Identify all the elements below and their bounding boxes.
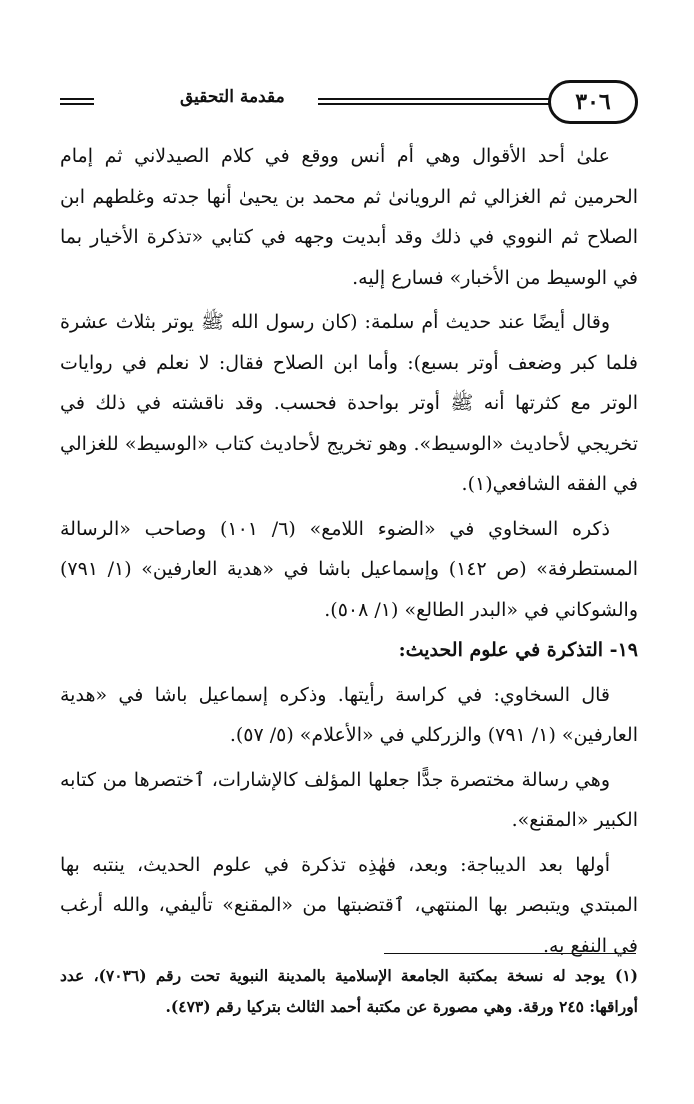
page-number: ٣٠٦ [548, 80, 638, 124]
footnote-marker: (١) [614, 966, 638, 985]
paragraph: أولها بعد الديباجة: وبعد، فهٰذِه تذكرة في علوم الحديث، ينتبه بها المبتدي ويتبصر بها المنتهي، ٱقتضبتها من «المقنع» تأليفي، والله أرغب في النفع به. [60, 853, 638, 957]
footnote-separator [384, 953, 636, 954]
running-title: مقدمة التحقيق [180, 87, 285, 107]
running-header [60, 80, 638, 126]
header-rule-right [318, 98, 580, 105]
footnote [60, 960, 638, 1022]
section-heading: ١٩- التذكرة في علوم الحديث: [398, 639, 638, 661]
footnote-text: يوجد له نسخة بمكتبة الجامعة الإسلامية بالمدينة النبوية تحت رقم (٧٠٣٦)، عدد أوراقها: ٢٤٥ ورقة. وهي مصورة عن مكتبة أحمد الثالث بتركيا رقم (٤٧٣). [60, 966, 638, 1016]
body-text [60, 136, 638, 966]
header-rule-left [60, 98, 94, 105]
paragraph: علىٰ أحد الأقوال وهي أم أنس ووقع في كلام الصيدلاني ثم إمام الحرمين ثم الغزالي ثم الرويانىٰ ثم محمد بن يحيىٰ أنها جدته وغلطهم ابن الصلاح ثم النووي في ذلك وقد أبديت وجهه في كتابي «تذكرة الأخيار بما في الوسيط من الأخبار» فسارع إليه. [60, 145, 638, 289]
paragraph: وهي رسالة مختصرة جدًّا جعلها المؤلف كالإشارات، ٱختصرها من كتابه الكبير «المقنع». [60, 768, 638, 831]
paragraph: وقال أيضًا عند حديث أم سلمة: (كان رسول الله ﷺ يوتر بثلاث عشرة فلما كبر وضعف أوتر بسبع): وأما ابن الصلاح فقال: لا نعلم في روايات الوتر مع كثرتها أنه ﷺ أوتر بواحدة فحسب. وقد ناقشته في ذلك في تخريجي لأحاديث «الوسيط». وهو تخريج لأحاديث كتاب «الوسيط» للغزالي في الفقه الشافعي(١). [60, 311, 638, 495]
paragraph: ذكره السخاوي في «الضوء اللامع» (٦/ ١٠١) وصاحب «الرسالة المستطرفة» (ص ١٤٢) وإسماعيل باشا في «هدية العارفين» (١/ ٧٩١) والشوكاني في «البدر الطالع» (١/ ٥٠٨). [60, 517, 638, 621]
paragraph: قال السخاوي: في كراسة رأيتها. وذكره إسماعيل باشا في «هدية العارفين» (١/ ٧٩١) والزركلي في «الأعلام» (٥/ ٥٧). [60, 683, 638, 746]
